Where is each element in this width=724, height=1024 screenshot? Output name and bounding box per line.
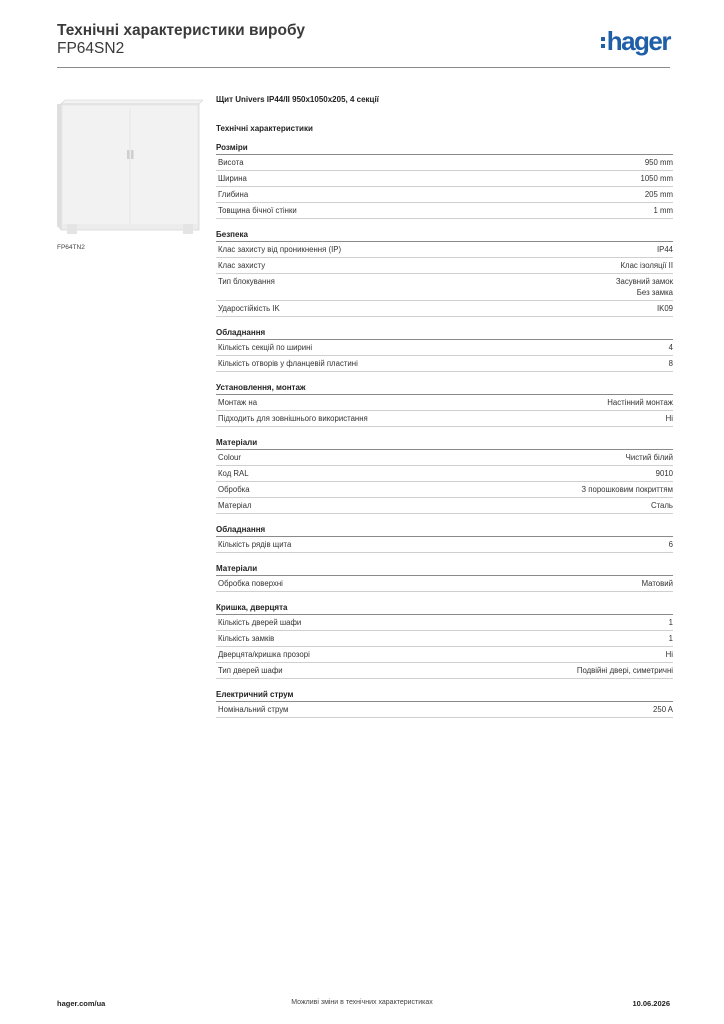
spec-label: Товщина бічної стінки [218, 206, 297, 215]
spec-value: Ні [665, 650, 673, 659]
spec-label: Клас захисту від проникнення (IP) [218, 245, 342, 254]
spec-label: Кількість замків [218, 634, 275, 643]
image-caption: FP64TN2 [57, 244, 85, 251]
spec-row [216, 411, 673, 427]
hager-logo[interactable] [601, 28, 670, 54]
spec-value: Засувний замок Без замка [615, 277, 673, 297]
spec-label: Обробка поверхні [218, 579, 283, 588]
spec-value: Сталь [650, 501, 673, 510]
spec-row [216, 450, 673, 466]
spec-group-title: Установлення, монтаж [216, 383, 673, 395]
logo-text: hager [606, 26, 670, 56]
spec-label: Тип блокування [218, 277, 275, 286]
spec-row [216, 702, 673, 718]
product-title: Щит Univers IP44/II 950x1050x205, 4 секції [216, 95, 379, 104]
spec-label: Глибина [218, 190, 249, 199]
spec-row [216, 356, 673, 372]
spec-group-title: Матеріали [216, 564, 673, 576]
spec-value: 1 mm [653, 206, 673, 215]
header-divider [57, 67, 670, 68]
footer-note: Можливі зміни в технічних характеристиках [291, 999, 433, 1006]
spec-row [216, 466, 673, 482]
spec-row [216, 203, 673, 219]
spec-value: Чистий білий [625, 453, 673, 462]
spec-row [216, 498, 673, 514]
spec-label: Клас захисту [218, 261, 266, 270]
footer-date: 10.06.2026 [632, 999, 670, 1008]
logo-dots-icon [601, 37, 605, 48]
spec-value: З порошковим покриттям [581, 485, 673, 494]
spec-label: Colour [218, 453, 241, 462]
spec-row [216, 187, 673, 203]
spec-group-title: Розміри [216, 143, 673, 155]
spec-group [216, 230, 673, 317]
spec-label: Монтаж на [218, 398, 258, 407]
spec-row [216, 482, 673, 498]
spec-content [216, 95, 673, 729]
spec-group [216, 564, 673, 592]
spec-row [216, 395, 673, 411]
spec-row [216, 340, 673, 356]
spec-value: 1 [668, 618, 673, 627]
spec-group [216, 438, 673, 514]
spec-value: Ні [665, 414, 673, 423]
spec-row [216, 171, 673, 187]
spec-group-title: Обладнання [216, 328, 673, 340]
product-image [57, 96, 203, 236]
spec-label: Підходить для зовнішнього використання [218, 414, 368, 423]
spec-row [216, 631, 673, 647]
spec-group-title: Безпека [216, 230, 673, 242]
spec-label: Тип дверей шафи [218, 666, 283, 675]
spec-row [216, 663, 673, 679]
spec-group [216, 328, 673, 372]
footer-website-link[interactable]: hager.com/ua [57, 999, 106, 1008]
spec-group [216, 603, 673, 679]
spec-value: 205 mm [644, 190, 673, 199]
spec-row [216, 576, 673, 592]
product-code: FP64SN2 [57, 40, 125, 57]
spec-label: Кількість секцій по ширині [218, 343, 313, 352]
spec-value: 250 A [653, 705, 673, 714]
spec-row [216, 537, 673, 553]
spec-label: Матеріал [218, 501, 252, 510]
spec-label: Висота [218, 158, 244, 167]
spec-row [216, 301, 673, 317]
spec-group-title: Кришка, дверцята [216, 603, 673, 615]
spec-row [216, 242, 673, 258]
spec-value: 1050 mm [640, 174, 673, 183]
spec-group [216, 383, 673, 427]
spec-label: Кількість отворів у фланцевій пластині [218, 359, 358, 368]
spec-value: IK09 [656, 304, 673, 313]
spec-group-title: Електричний струм [216, 690, 673, 702]
spec-row [216, 647, 673, 663]
spec-value: 8 [668, 359, 673, 368]
spec-label: Код RAL [218, 469, 249, 478]
section-title: Технічні характеристики [216, 124, 313, 133]
spec-row [216, 258, 673, 274]
spec-group [216, 143, 673, 219]
spec-label: Обробка [218, 485, 250, 494]
spec-label: Номінальний струм [218, 705, 289, 714]
spec-value: Настінний монтаж [607, 398, 673, 407]
page-title: Технічні характеристики виробу [57, 22, 305, 39]
spec-row [216, 274, 673, 301]
spec-value: IP44 [656, 245, 673, 254]
spec-label: Ударостійкість IK [218, 304, 280, 313]
spec-label: Кількість дверей шафи [218, 618, 302, 627]
spec-group-title: Матеріали [216, 438, 673, 450]
spec-value: 950 mm [644, 158, 673, 167]
spec-label: Дверцята/кришка прозорі [218, 650, 310, 659]
spec-label: Ширина [218, 174, 247, 183]
spec-row [216, 615, 673, 631]
spec-value: Клас ізоляції II [620, 261, 673, 270]
spec-label: Кількість рядів щита [218, 540, 292, 549]
spec-value: 6 [668, 540, 673, 549]
spec-value: 1 [668, 634, 673, 643]
spec-value: 9010 [655, 469, 673, 478]
spec-value: 4 [668, 343, 673, 352]
spec-group-title: Обладнання [216, 525, 673, 537]
spec-value: Подвійні двері, симетричні [576, 666, 673, 675]
spec-groups [216, 143, 673, 718]
spec-row [216, 155, 673, 171]
spec-value: Матовий [641, 579, 673, 588]
spec-group [216, 525, 673, 553]
spec-group [216, 690, 673, 718]
